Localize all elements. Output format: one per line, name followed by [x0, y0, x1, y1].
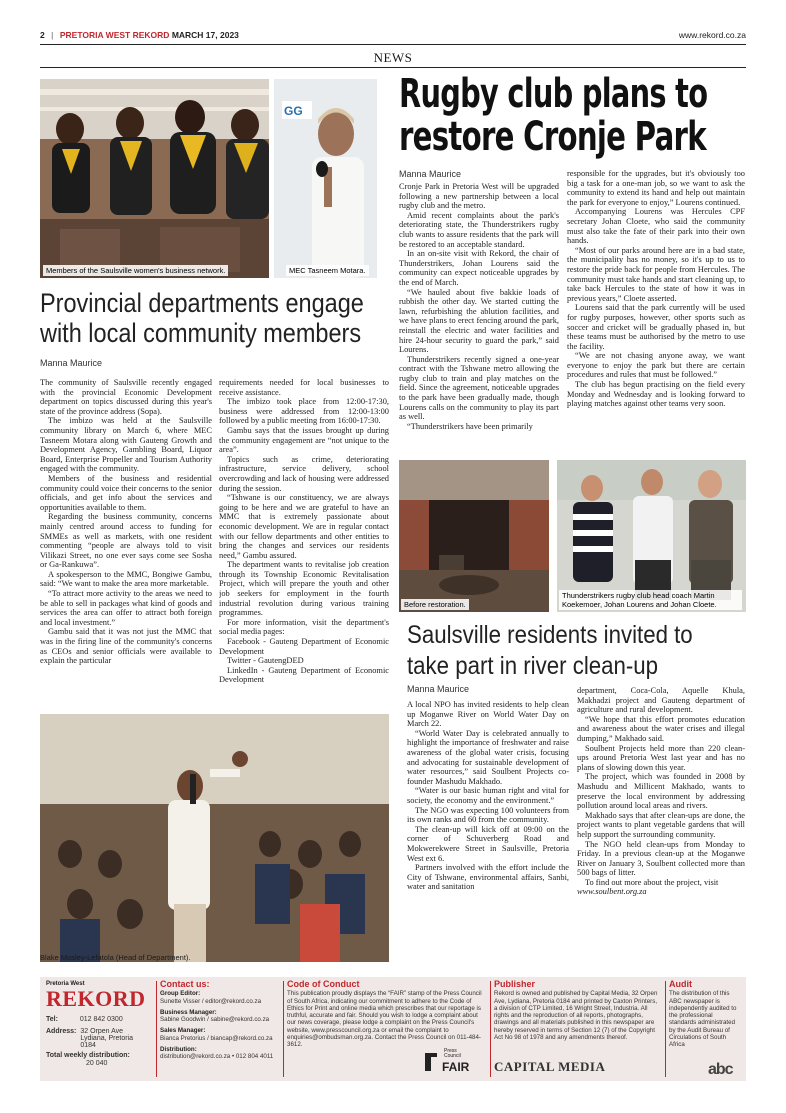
saulsville-headline-line-2: take part in river clean-up — [407, 652, 659, 680]
saulsville-para: The project, which was founded in 2008 by Mashudu and Millicent Makhado, wants to preserve the local environment by addressing pollution around local areas and rivers. — [577, 772, 745, 811]
publication-name: PRETORIA WEST REKORD — [59, 30, 170, 40]
saulsville-column-2 — [577, 686, 745, 962]
fair-press-council: Press Council — [444, 1048, 461, 1059]
provincial-para: Topics such as crime, deteriorating infrastructure, service delivery, school overcrowding and lack of housing were addressed during the session. — [219, 454, 389, 493]
publisher-heading: Publisher — [494, 979, 536, 989]
caption-womens-network: Members of the Saulsville women's business network. — [43, 265, 228, 276]
sales-value[interactable]: Bianca Pretorius / biancap@rekord.co.za — [160, 1034, 273, 1042]
provincial-column-1 — [40, 378, 212, 706]
footer-divider — [283, 981, 284, 1077]
issue-date: MARCH 17, 2023 — [171, 30, 239, 40]
rugby-para: Thunderstrikers recently signed a one-year contract with the Tshwane metro allowing the rugby club to train and play matches on the field. Since the agreement, noticeable upgrades to the park have been gradually made, though Lourens calls on the community to play its part as well. — [399, 354, 559, 422]
tel-value[interactable]: 012 842 0300 — [79, 1016, 123, 1024]
photo-womens-network — [40, 79, 269, 278]
provincial-para: Members of the business and residential community could voice their concerns to the senior officials, and get info about the services and opportunities available to them. — [40, 473, 212, 512]
abc-logo: abc — [708, 1061, 733, 1078]
provincial-para: A spokesperson to the MMC, Bongiwe Gambu, said: “We want to make the area more marketable. — [40, 569, 212, 589]
provincial-para: LinkedIn - Gauteng Department of Economic Development — [219, 665, 389, 685]
caption-coaches: Thunderstrikers rugby club head coach Martin Koekemoer, Johan Lourens and Johan Cloete. — [559, 590, 742, 610]
business-value[interactable]: Sabine Goodwin / sabine@rekord.co.za — [160, 1016, 270, 1024]
caption-blake: Blake Mosley-Lefatola (Head of Department). — [40, 953, 191, 962]
distribution-value: 20 040 — [86, 1059, 108, 1067]
saulsville-para: “World Water Day is celebrated annually to highlight the importance of freshwater and raise awareness of the global water crisis, focusing and advocating for sustainable development of water resources,” said Soulbent Projects co-founder Mashudu Makhado. — [407, 728, 569, 786]
footer-audit — [669, 981, 741, 1049]
audit-heading: Audit — [669, 979, 692, 989]
dist-value[interactable]: distribution@rekord.co.za • 012 804 4011 — [160, 1053, 274, 1061]
provincial-para: Twitter - GautengDED — [227, 656, 304, 666]
footer-contact-us — [160, 981, 280, 1061]
section-rule — [40, 67, 746, 68]
saulsville-para: “We hope that this effort promotes education and awareness about the water crises and illegal dumping,” Makhado said. — [577, 714, 745, 743]
folio — [40, 30, 239, 40]
distribution-label: Total weekly distribution: — [46, 1052, 130, 1060]
rugby-column-2 — [567, 169, 745, 454]
saulsville-para: Soulbent Projects held more than 220 clean-ups around Pretoria West last year and has no plans of slowing down this year. — [577, 743, 745, 772]
rekord-logo: REKORD — [46, 986, 146, 1012]
sales-label: Sales Manager: — [160, 1027, 206, 1035]
photo-before-restoration — [399, 460, 549, 612]
contact-heading: Contact us: — [160, 979, 210, 989]
provincial-para: Gambu says that the issues brought up during the community engagement are “not unique to the area”. — [219, 425, 389, 455]
saulsville-para: Partners involved with the effort include the City of Tshwane, environmental affairs, Sanbi, water and sanitation — [407, 863, 569, 892]
rugby-headline-line-1: Rugby club plans to — [399, 71, 708, 117]
section-label: NEWS — [373, 50, 413, 65]
footer-contact-block — [46, 981, 154, 1067]
photo-blake — [40, 714, 389, 962]
provincial-para: The imbizo took place from 12:00-17:30, business were addressed from 12:00-13:00 followed by a public meeting from 16:00-17:30. — [219, 397, 389, 426]
provincial-column-2 — [219, 378, 389, 706]
address-row — [46, 1028, 154, 1050]
provincial-para: “To attract more activity to the areas we need to be able to sell in packages what kind of goods and services the area can offer to attract both foreign and local investment.” — [40, 589, 212, 627]
rugby-para: Cronje Park in Pretoria West will be upgraded following a new partnership between a local rugby club and the metro. — [399, 182, 559, 211]
saulsville-para: A local NPO has invited residents to help clean up Moganwe River on World Water Day on March 22. — [407, 700, 569, 729]
rugby-para: Amid recent complaints about the park's deteriorating state, the Thunderstrikers rugby club wants to assure residents that the park will be restored to an acceptable standard. — [399, 210, 559, 249]
footer-divider — [156, 981, 157, 1077]
footer-divider — [490, 981, 491, 1077]
rugby-para: “We are not chasing anyone away, we want everyone to enjoy the park but there are certain procedures and rules that must be followed.” — [567, 351, 745, 380]
saulsville-para: The NGO was expecting 100 volunteers from its own ranks and 60 from the community. — [407, 805, 569, 825]
svg-text:GG: GG — [284, 104, 303, 118]
conduct-text: This publication proudly displays the “FAIR” stamp of the Press Council of South Africa, indicating our commitment to adhere to the Code of Ethics for Print and online media which prescribes that our reportage is truthful, accurate and fair. Should you wish to lodge a complaint about our news coverage, please lodge a complaint on the Press Council's website, www.presscouncil.org.za or email the complaint to enquiries@ombudsman.org.za. Contact the Press Council on 011-484-3612. — [287, 990, 482, 1049]
saulsville-para: department, Coca-Cola, Aquelle Khula, Makhadzi project and Gauteng department of agriculture and rural development. — [577, 686, 745, 715]
saulsville-para: Makhado says that after clean-ups are done, the project wants to plant vegetable gardens that will help support the surrounding community. — [577, 810, 745, 839]
footer-code-of-conduct — [287, 981, 487, 1049]
saulsville-column-1 — [407, 700, 569, 962]
before-restoration-illustration — [399, 460, 549, 612]
rugby-para: “Most of our parks around here are in a bad state, the municipality has no money, so it's up to us to restore the pride back for people from Hercules. The community must take hands and start cleaning up, to take back Hercules to the state of how it was in previous years,” Cloete asserted. — [567, 245, 745, 303]
website-link[interactable]: www.rekord.co.za — [678, 30, 746, 40]
address-line: Lydiana, Pretoria — [80, 1034, 134, 1042]
provincial-para: The community of Saulsville recently engaged with the provincial Economic Development department on topics discussed during this year's state of the province address (Sopa). — [40, 378, 212, 416]
saulsville-byline: Manna Maurice — [407, 684, 470, 694]
folio-separator: | — [51, 30, 54, 40]
saulsville-headline-line-1: Saulsville residents invited to — [407, 621, 693, 649]
fair-stamp-icon — [424, 1051, 438, 1073]
photo-coaches — [557, 460, 746, 612]
rugby-para: responsible for the upgrades, but it's obviously too big a task for a one-man job, so we want to ask the community to extend its hand and help out maintain the park for everyone to enjoy,” Lourens continued. — [567, 169, 745, 207]
provincial-para: The imbizo was held at the Saulsville community library on March 6, where MEC Tasneem Motara along with Gauteng Growth and Development Agency, Gambling Board, Liquor Board, Enterprise Propeller and Tourism Authority engaged with the community. — [40, 416, 212, 474]
group-editor-label: Group Editor: — [160, 990, 201, 998]
saulsville-para: “Water is our basic human right and vital for society, the economy and the environment.” — [407, 786, 569, 805]
address-line: 32 Orpen Ave — [80, 1027, 124, 1035]
provincial-para: requirements needed for local businesses to receive assistance. — [219, 378, 389, 397]
address-label: Address: — [46, 1027, 77, 1035]
saulsville-para: The clean-up will kick off at 09:00 on the corner of Schuverberg Road and Mokwerekwere Street in Saulsville, Pretoria West ext 6. — [407, 824, 569, 863]
dist-label: Distribution: — [160, 1046, 197, 1054]
rugby-headline-line-2: restore Cronje Park — [399, 114, 706, 160]
rugby-para: In an on-site visit with Rekord, the chair of Thunderstrikers, Johan Lourens said the community can expect noticeable upgrades by the end of March. — [399, 249, 559, 287]
blake-illustration — [40, 714, 389, 962]
provincial-para: “Tshwane is our constituency, we are always going to be here and we are grateful to have an MMC that is extremely passionate about economic development. We are in regular contact with our fellow departments and other entities to bring the changes and services our residents need,” Gambu assured. — [219, 493, 389, 560]
rugby-byline: Manna Maurice — [399, 169, 462, 179]
footer-masthead — [40, 977, 746, 1081]
page-number: 2 — [40, 30, 45, 40]
top-rule — [40, 44, 746, 45]
fair-label: FAIR — [442, 1060, 470, 1074]
saulsville-para: To find out more about the project, visit — [585, 877, 719, 887]
address-lines — [80, 1028, 133, 1050]
provincial-para: Regarding the business community, concerns mainly centred around access to funding for SMMEs as well as markets, with one resident commenting “people are always told to visit Vilikazi Street, no one ever says come see Sosha or Ga-Rankuwa”. — [40, 512, 212, 570]
rugby-para: The club has begun practising on the field every Monday and Wednesday and is looking forward to playing matches against other teams very soon. — [567, 380, 745, 409]
womens-network-illustration — [40, 79, 269, 278]
footer-divider — [665, 981, 666, 1077]
tel-row — [46, 1016, 154, 1023]
rugby-para: Lourens said that the park currently will be used for rugby purposes, however, other sports such as soccer and cricket will be gradually phased in, but these teams must be authorised by the metro to use the facility. — [567, 303, 745, 351]
group-editor-value[interactable]: Sunette Visser / editor@rekord.co.za — [160, 997, 262, 1005]
provincial-para: Facebook - Gauteng Department of Economic Development — [219, 637, 389, 656]
provincial-para: The department wants to revitalise job creation through its Township Economic Revitalisation Project, which will prepare the youth and other job seekers for employment in the fourth industrial revolution during various training programmes. — [219, 560, 389, 618]
logo-small-text: Pretoria West — [46, 981, 85, 987]
capital-media-logo: CAPITAL MEDIA — [494, 1059, 606, 1074]
publisher-text: Rekord is owned and published by Capital Media, 32 Orpen Ave, Lydiana, Pretoria 0184 and printed by Caxton Printers, a division of CTP Limited, 16 Wright Street, Industria. All rights and the reproduction of all reports, photographs, drawings and all materials published in this newspaper are hereby reserved in terms of Section 12 (7) of the Copyright Act No 98 of 1978 and any amendments thereof. — [494, 990, 658, 1042]
provincial-headline-line-1: Provincial departments engage — [40, 288, 364, 318]
audit-text: The distribution of this ABC newspaper is independently audited to the professional standards administrated by the Audit Bureau of Circulations of South Africa — [669, 990, 737, 1049]
conduct-heading: Code of Conduct — [287, 979, 360, 989]
tel-label: Tel: — [46, 1016, 58, 1024]
photo-mec — [274, 79, 377, 278]
rugby-column-1 — [399, 182, 559, 454]
provincial-headline-line-2: with local community members — [40, 318, 362, 348]
caption-before-restoration: Before restoration. — [401, 599, 469, 610]
rugby-para: “Thunderstrikers have been primarily — [407, 421, 533, 431]
provincial-para: For more information, visit the department's social media pages: — [219, 617, 389, 637]
provincial-byline: Manna Maurice — [40, 358, 103, 368]
saulsville-para: The NGO held clean-ups from Monday to Friday. In a previous clean-up at the Moganwe River on January 3, Soulbent collected more than 500 bags of litter. — [577, 839, 745, 878]
saulsville-link[interactable]: www.soulbent.org.za — [577, 887, 647, 897]
mec-illustration — [274, 79, 377, 278]
address-line: 0184 — [80, 1042, 96, 1050]
business-label: Business Manager: — [160, 1008, 217, 1016]
caption-mec: MEC Tasneem Motara. — [286, 265, 369, 276]
footer-publisher — [494, 981, 662, 1041]
rugby-para: Accompanying Lourens was Hercules CPF secretary Johan Cloete, who said the community must also take the fate of their park into their own hands. — [567, 207, 745, 246]
rugby-para: “We hauled about five bakkie loads of rubbish the other day. We started cutting the lawn, refurbishing the ablution facilities, and we have plans to erect fencing around the park, reinstall the electric and water facilities and hire 24-hour security to guard the park,” said Lourens. — [399, 287, 559, 355]
provincial-para: Gambu said that it was not just the MMC that was in the firing line of the community's concerns as CEOs and senior officials were available to explain the particular — [40, 627, 212, 666]
fair-stamp — [424, 1047, 484, 1077]
